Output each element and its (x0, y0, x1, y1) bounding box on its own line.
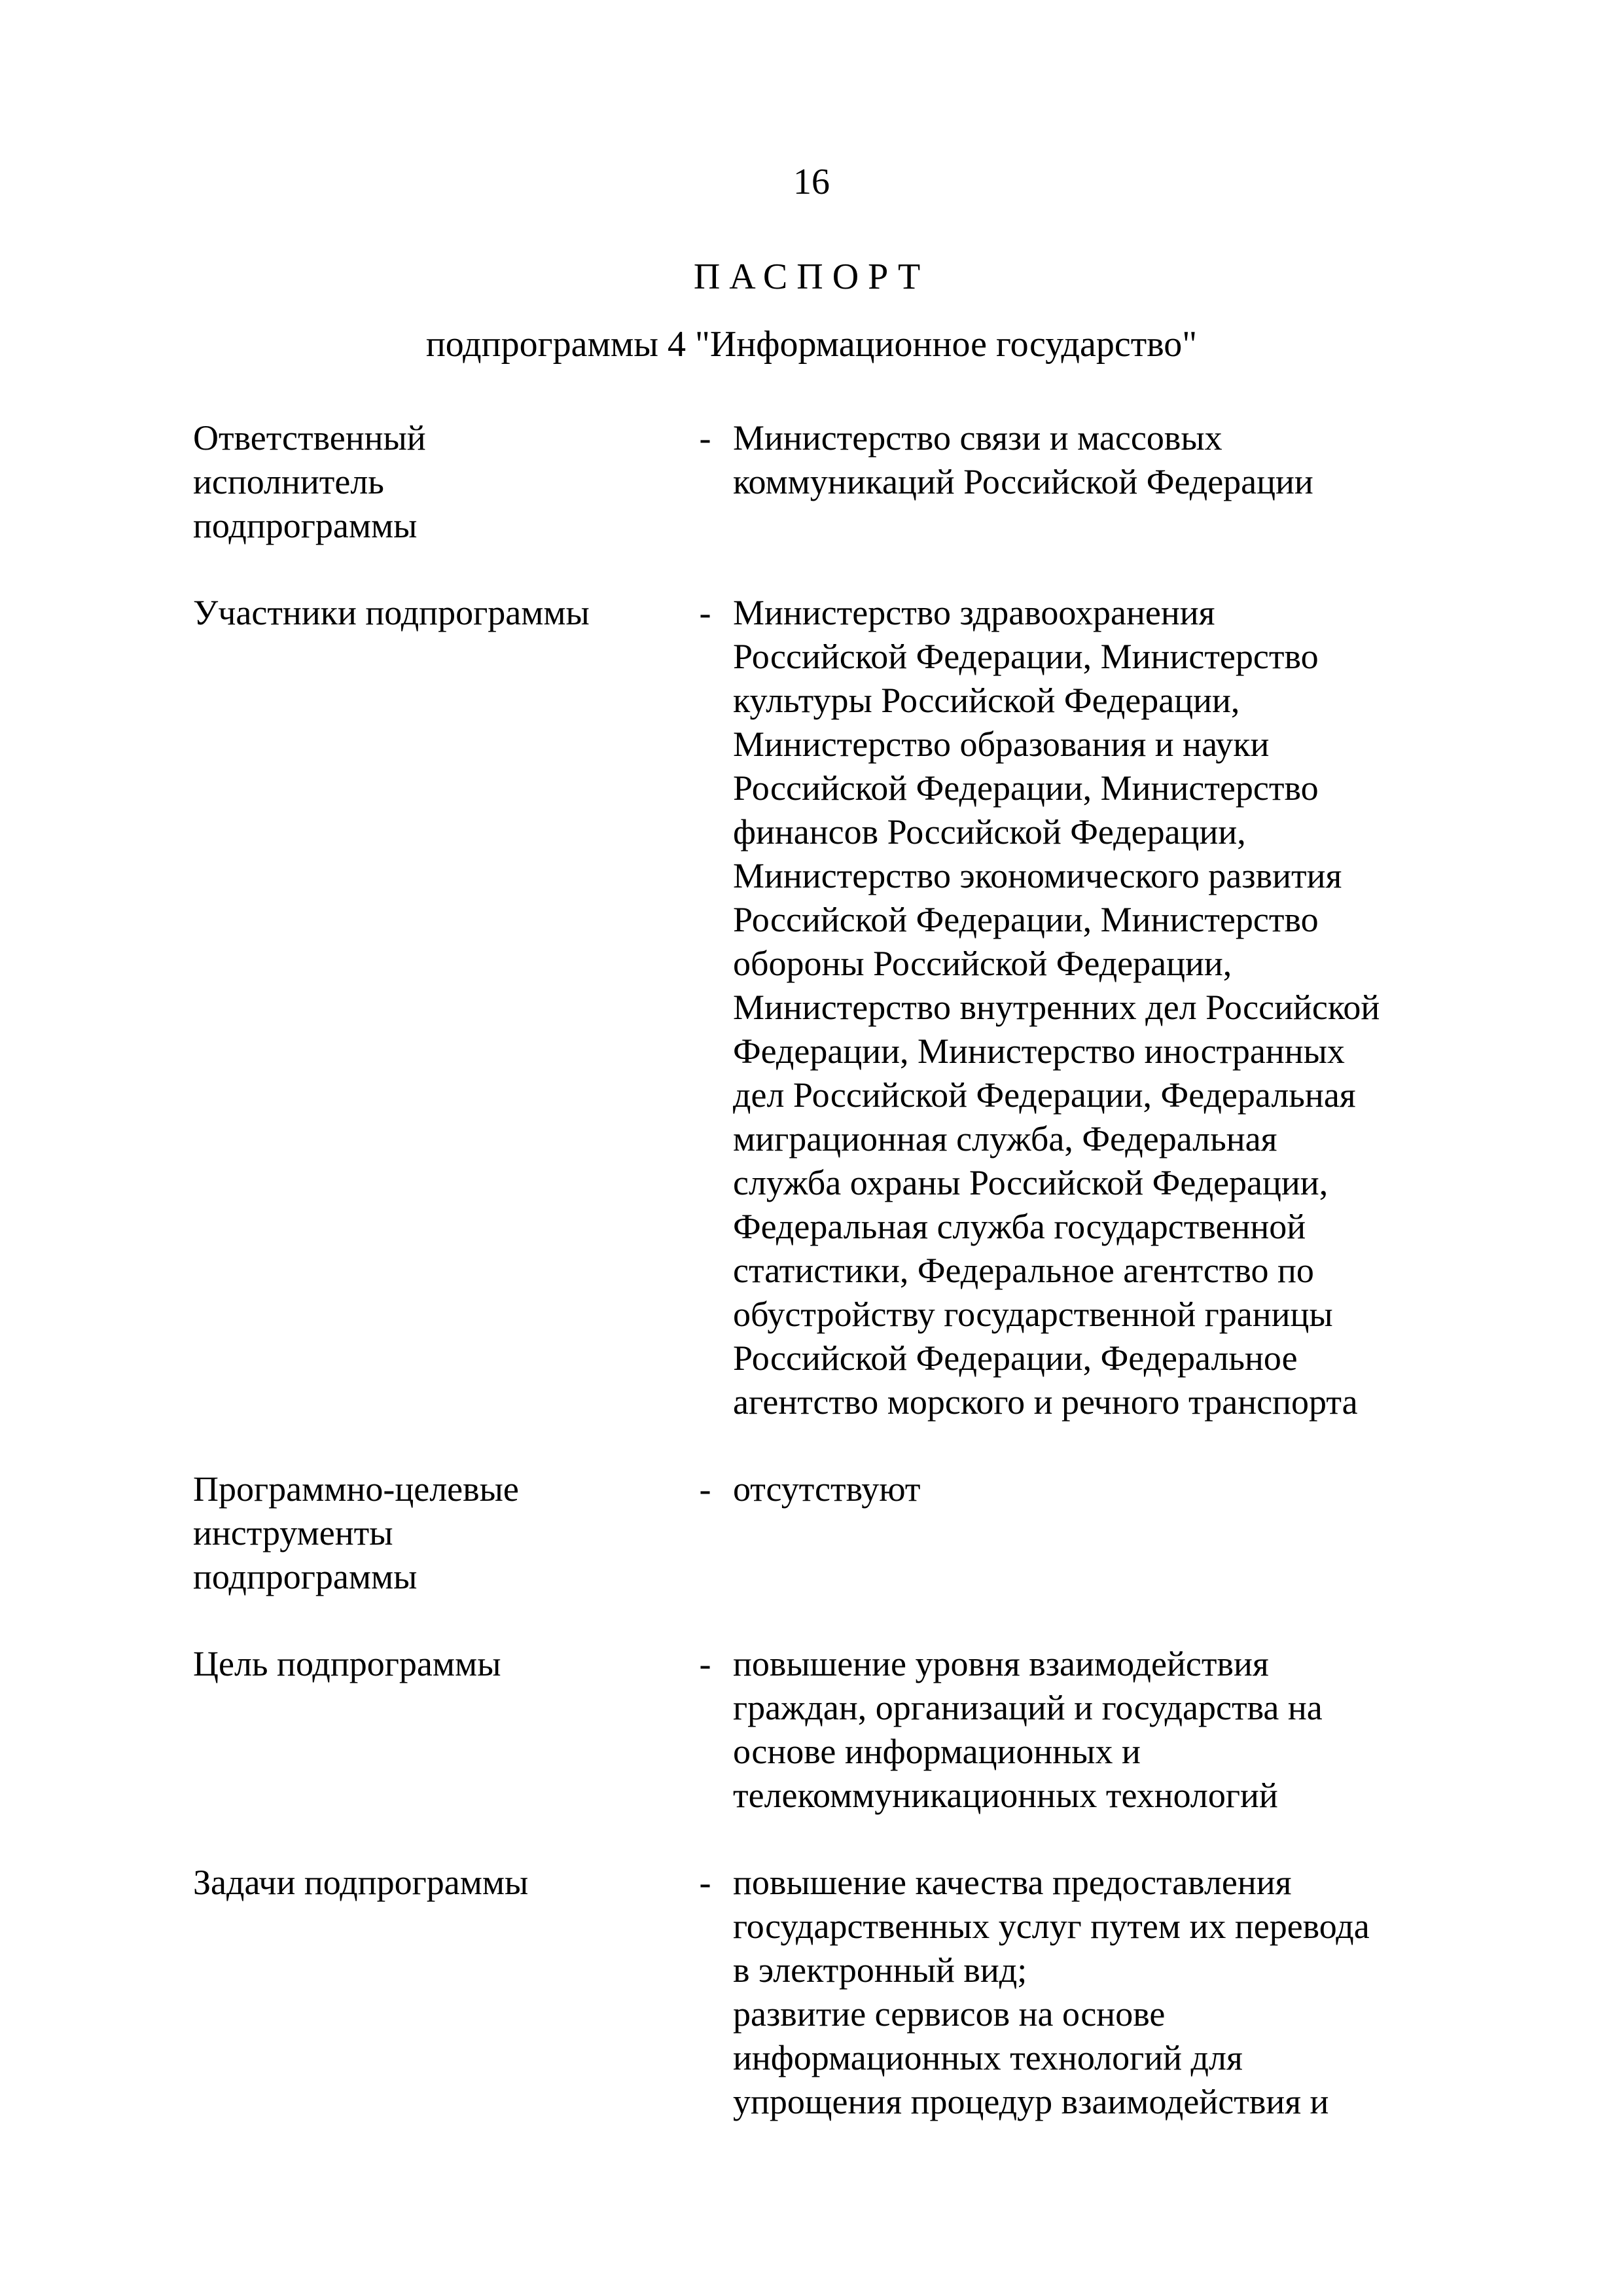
row-label: Участники подпрограммы (193, 593, 590, 632)
row-value: повышение качества предоставления государственных услуг путем их перевода в электронный вид; развитие сервисов на основе информационных технологий для упрощения процедур взаимодействия и (733, 1863, 1370, 2121)
passport-table (193, 416, 1469, 2167)
row-value: отсутствуют (733, 1469, 921, 1509)
row-program-tools (193, 1467, 1469, 1599)
row-label: Ответственный исполнитель подпрограммы (193, 418, 426, 545)
row-responsible-executor (193, 416, 1469, 548)
document-title: ПАСПОРТ (693, 257, 930, 297)
row-dash: - (699, 1863, 711, 1902)
row-dash: - (699, 1644, 711, 1683)
row-value: повышение уровня взаимодействия граждан, организаций и государства на основе информационных и телекоммуникационных технологий (733, 1644, 1323, 1815)
row-label: Цель подпрограммы (193, 1644, 501, 1683)
row-participants (193, 591, 1469, 1424)
row-value: Министерство связи и массовых коммуникаций Российской Федерации (733, 418, 1313, 501)
row-dash: - (699, 418, 711, 457)
row-dash: - (699, 1469, 711, 1509)
row-value: Министерство здравоохранения Российской Федерации, Министерство культуры Российской Федерации, Министерство образования и науки Российской Федерации, Министерство финансов Российской Федерации, Министерство экономического развития Российской Федерации, Министерство обороны Российской Федерации, Министерство внутренних дел Российской Федерации, Министерство иностранных дел Российской Федерации, Федеральная миграционная служба, Федеральная служба охраны Российской Федерации, Федеральная служба государственной статистики, Федеральное агентство по обустройству государственной границы Российской Федерации, Федеральное агентство морского и речного транспорта (733, 593, 1380, 1422)
row-label: Задачи подпрограммы (193, 1863, 529, 1902)
row-goal (193, 1642, 1469, 1818)
row-dash: - (699, 593, 711, 632)
row-label: Программно-целевые инструменты подпрограммы (193, 1469, 519, 1596)
page-number: 16 (793, 162, 830, 202)
document-subtitle: подпрограммы 4 "Информационное государство" (425, 324, 1198, 365)
row-tasks (193, 1861, 1469, 2124)
